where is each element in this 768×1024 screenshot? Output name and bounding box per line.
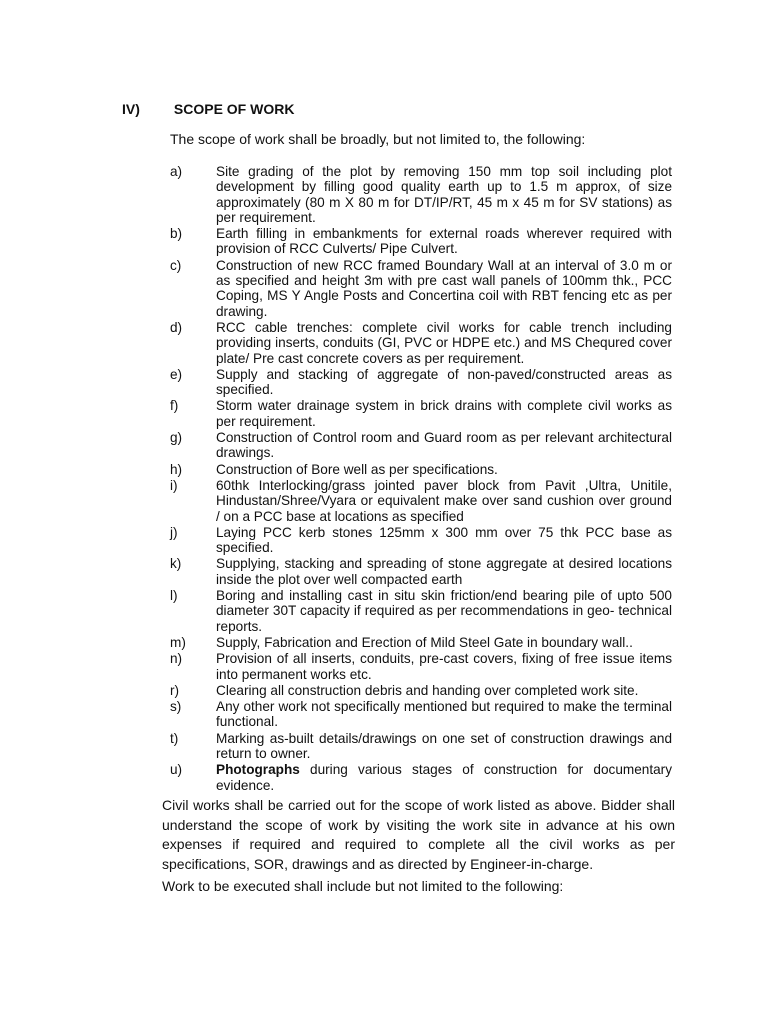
section-title: SCOPE OF WORK — [173, 101, 295, 117]
list-item — [170, 699, 672, 730]
list-item-label: m) — [170, 634, 186, 650]
list-item — [170, 258, 672, 319]
list-item-label: d) — [170, 319, 183, 335]
list-item — [170, 588, 672, 634]
list-item-label: k) — [170, 556, 182, 572]
list-item-text — [216, 762, 672, 793]
list-item-label: a) — [170, 164, 183, 179]
list-item-bold-text: Photographs — [216, 762, 300, 778]
list-item — [170, 226, 672, 257]
list-item — [170, 462, 672, 477]
scope-list — [170, 164, 672, 794]
list-item-text: Construction of Control room and Guard room as per relevant architectural drawings. — [216, 430, 672, 461]
list-item-text: 60thk Interlocking/grass jointed paver block from Pavit ,Ultra, Unitile, Hindustan/Shree/Vyara or equivalent make over sand cushion over ground / on a PCC base at locations as specified — [216, 477, 672, 524]
list-item-text: Marking as-built details/drawings on one set of construction drawings and return to owner. — [216, 730, 672, 761]
list-item-label: s) — [170, 699, 182, 715]
list-item-text: Construction of new RCC framed Boundary Wall at an interval of 3.0 m or as specified and height 3m with pre cast wall panels of 100mm thk., PCC Coping, MS Y Angle Posts and Concertina coil with RBT fencing etc as per drawing. — [216, 257, 672, 319]
list-item — [170, 635, 672, 650]
list-item-label: g) — [170, 430, 183, 446]
list-item — [170, 556, 672, 587]
list-item-label: i) — [170, 477, 178, 493]
list-item — [170, 164, 672, 225]
list-item — [170, 683, 672, 698]
list-item-text: Construction of Bore well as per specifications. — [216, 461, 498, 477]
list-item-text: Boring and installing cast in situ skin friction/end bearing pile of upto 500 diameter 30T capacity if required as per recommendations in geo- technical reports. — [216, 588, 672, 634]
list-item-text: Earth filling in embankments for external roads wherever required with provision of RCC Culverts/ Pipe Culvert. — [216, 226, 672, 257]
list-item-label: l) — [170, 588, 178, 604]
intro-text: The scope of work shall be broadly, but not limited to, the following: — [170, 131, 586, 147]
section-number: IV) — [122, 101, 140, 117]
list-item-label: h) — [170, 461, 183, 477]
list-item — [170, 367, 672, 398]
list-item-text: Site grading of the plot by removing 150 mm top soil including plot development by filling good quality earth up to 1.5 m approx, of size approximately (80 m X 80 m for DT/IP/RT, 45 m x 45 m for SV stations) as per requirement. — [216, 164, 672, 225]
list-item — [170, 731, 672, 762]
list-item-text: Laying PCC kerb stones 125mm x 300 mm over 75 thk PCC base as specified. — [216, 524, 672, 556]
list-item-label: r) — [170, 682, 180, 698]
list-item-rest-text: during various stages of construction for documentary evidence. — [216, 762, 672, 793]
list-item-label: u) — [170, 762, 183, 778]
list-item-text: Supplying, stacking and spreading of stone aggregate at desired locations inside the plot over well compacted earth — [216, 556, 672, 587]
paragraph-work-to-execute: Work to be executed shall include but not limited to the following: — [162, 878, 564, 894]
list-item — [170, 762, 672, 793]
list-item-label: n) — [170, 651, 183, 667]
list-item-label: t) — [170, 730, 179, 746]
list-item-text: RCC cable trenches: complete civil works for cable trench including providing inserts, conduits (GI, PVC or HDPE etc.) and MS Chequred cover plate/ Pre cast concrete covers as per requirement. — [216, 319, 672, 366]
list-item-text: Clearing all construction debris and handing over completed work site. — [216, 682, 639, 698]
paragraph-civil-works: Civil works shall be carried out for the scope of work listed as above. Bidder shall understand the scope of work by visiting the work site in advance at his own expenses if required and required to complete all the civil works as per specifications, SOR, drawings and as directed by Engineer-in-charge. — [162, 797, 675, 872]
list-item — [170, 478, 672, 524]
list-item-text: Provision of all inserts, conduits, pre-cast covers, fixing of free issue items into permanent works etc. — [216, 651, 672, 682]
list-item-label: c) — [170, 257, 182, 273]
list-item — [170, 398, 672, 429]
list-item — [170, 320, 672, 366]
list-item — [170, 430, 672, 461]
list-item-text: Any other work not specifically mentioned but required to make the terminal functional. — [216, 699, 672, 730]
list-item-label: b) — [170, 226, 183, 242]
section-heading — [122, 101, 294, 117]
list-item-label: j) — [170, 524, 178, 540]
list-item-label: f) — [170, 398, 179, 414]
list-item-text: Storm water drainage system in brick drains with complete civil works as per requirement. — [216, 398, 672, 429]
list-item — [170, 651, 672, 682]
list-item-text: Supply, Fabrication and Erection of Mild Steel Gate in boundary wall.. — [216, 634, 633, 650]
list-item — [170, 525, 672, 556]
list-item-label: e) — [170, 366, 183, 382]
list-item-text: Supply and stacking of aggregate of non-paved/constructed areas as specified. — [216, 366, 672, 398]
